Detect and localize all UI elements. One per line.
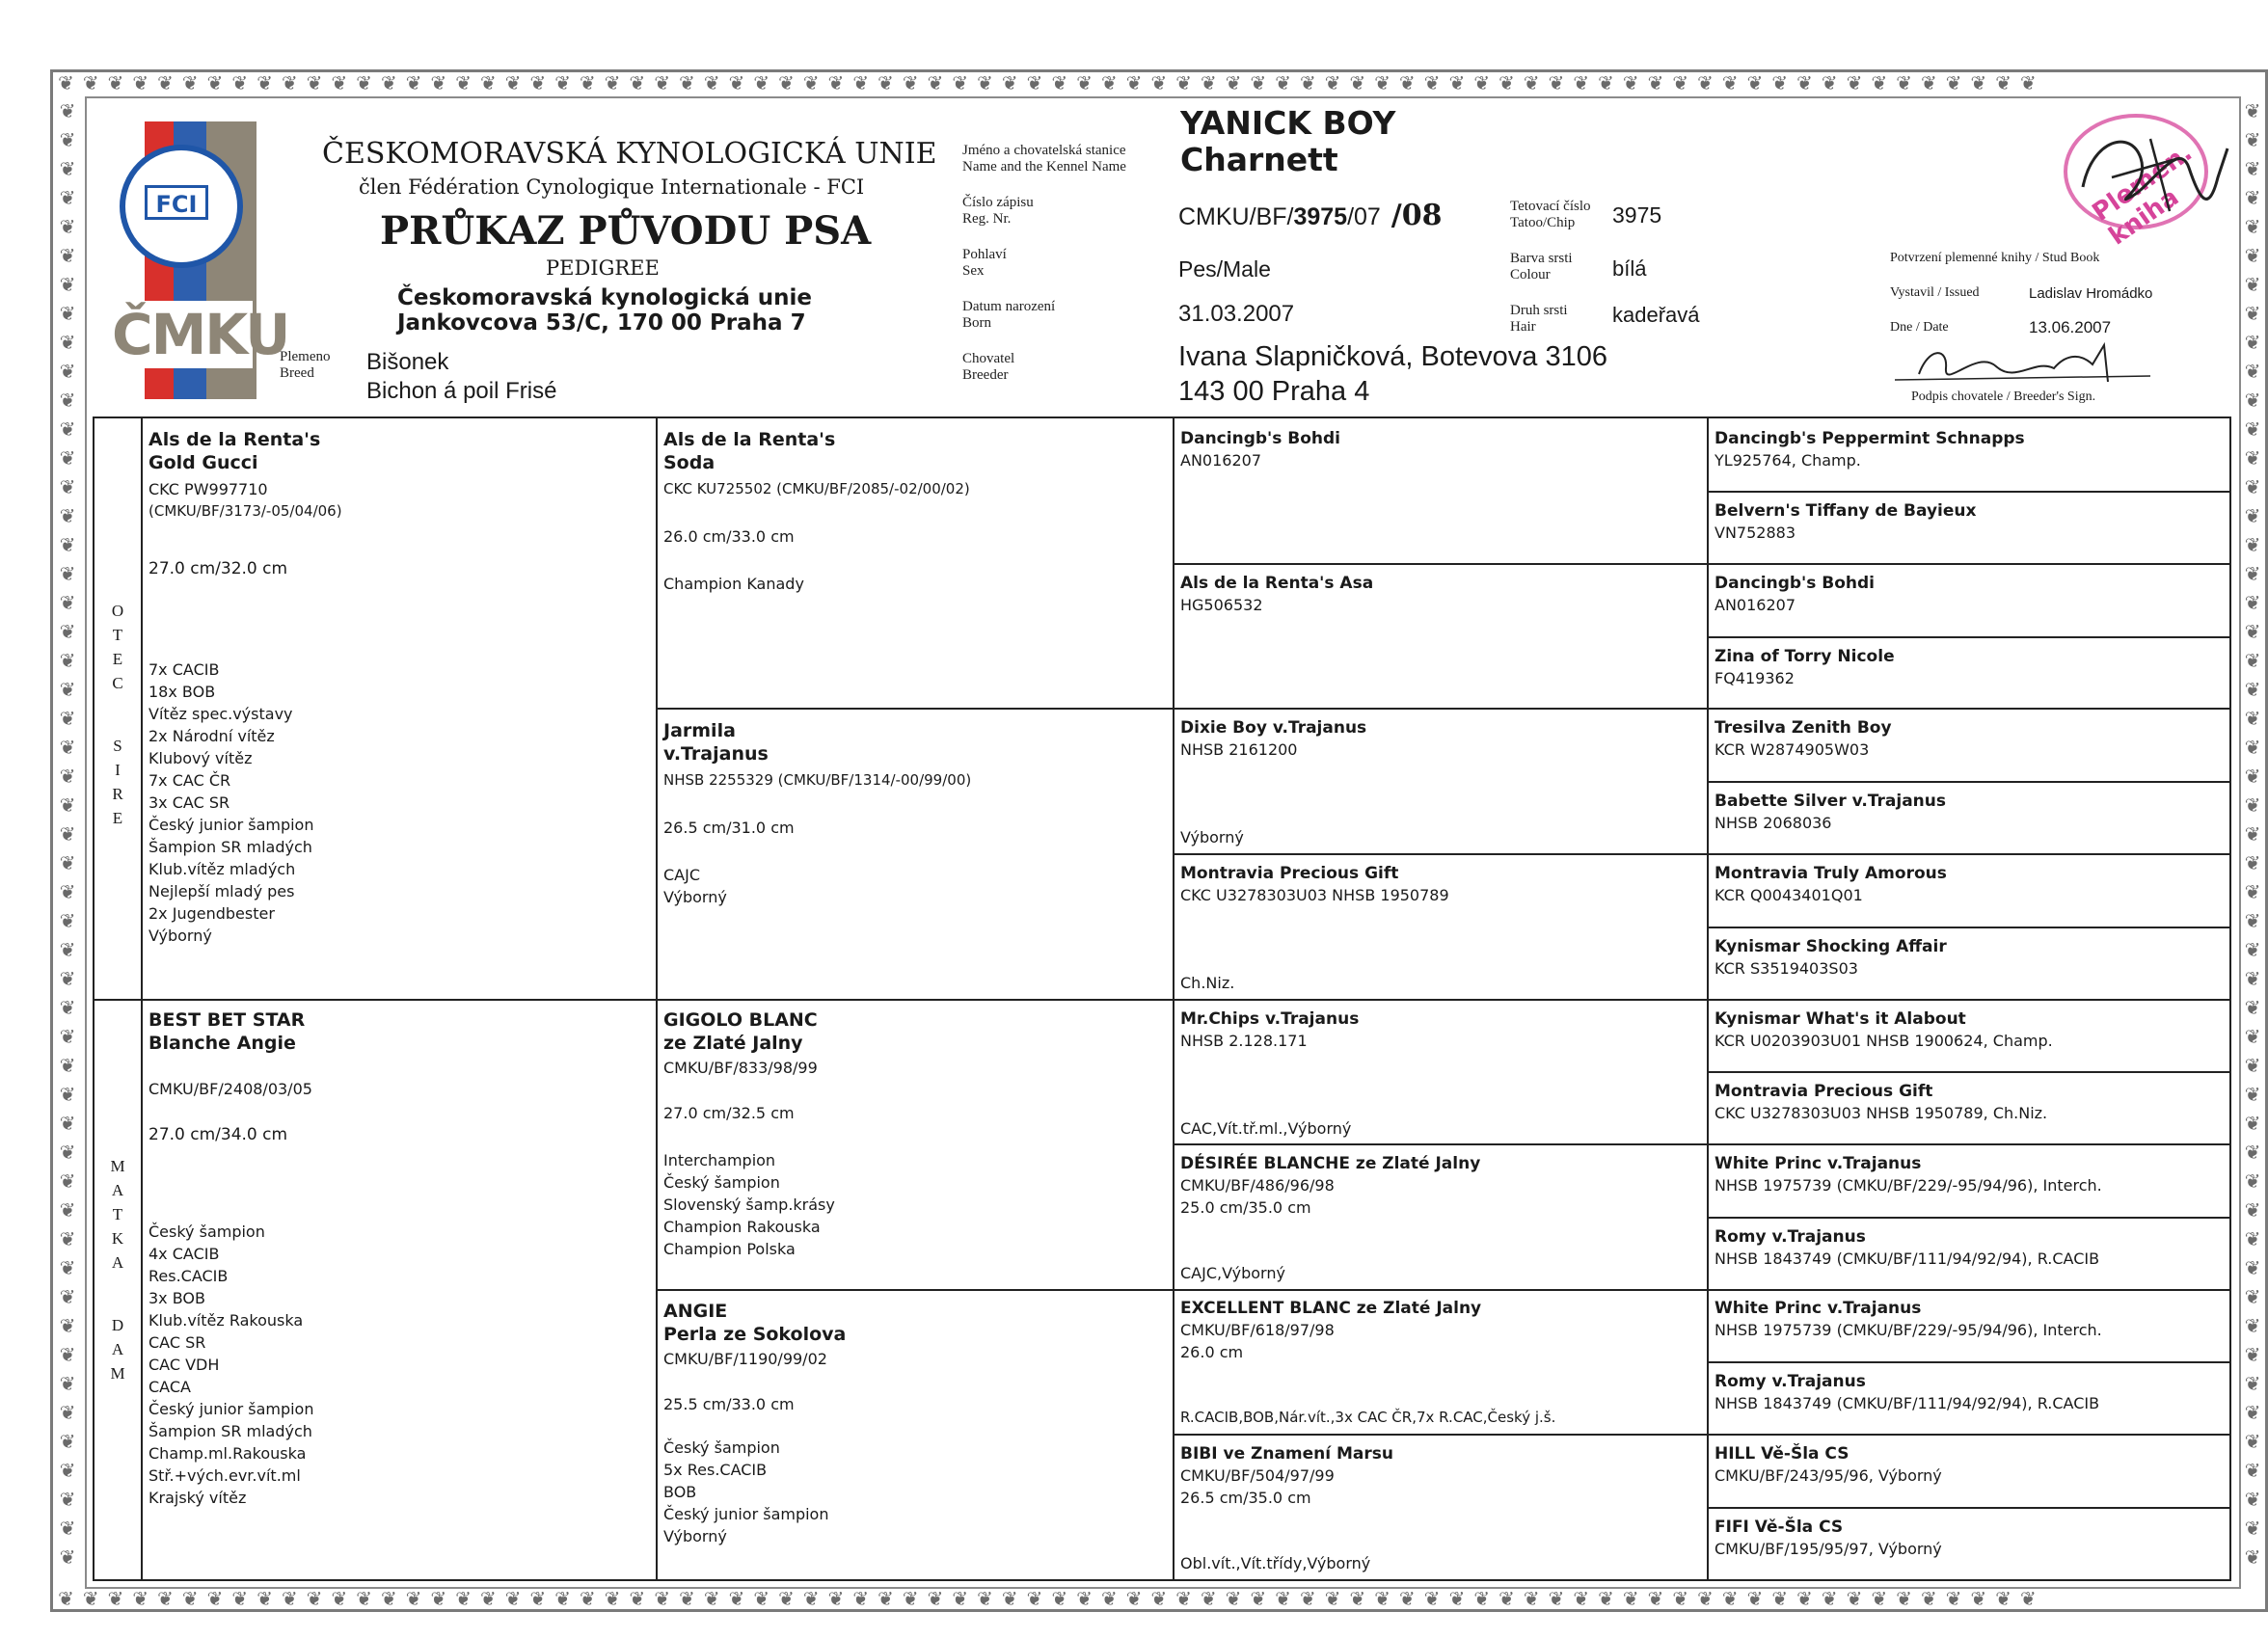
gen2-name-line1: ANGIE xyxy=(663,1301,728,1322)
reg-label: Číslo zápisu Reg. Nr. xyxy=(962,195,1034,227)
gen3-cell xyxy=(1180,863,1701,994)
gen3-cell xyxy=(1180,428,1701,559)
gen3-note: R.CACIB,BOB,Nár.vít.,3x CAC ČR,7x R.CAC,Český j.š. xyxy=(1180,1409,1556,1426)
issuer-line1: Českomoravská kynologická unie xyxy=(397,285,812,310)
gen3-note: Ch.Niz. xyxy=(1180,974,1235,992)
gen2-name-line1: Jarmila xyxy=(663,720,736,741)
org-member: člen Fédération Cynologique Internationale - FCI xyxy=(359,175,865,199)
gen4-reg: FQ419362 xyxy=(1714,669,1795,687)
gen4-cell xyxy=(1714,717,2226,761)
gen2-reg: CKC KU725502 (CMKU/BF/2085/-02/00/02) xyxy=(663,480,970,497)
gen2-titles: Interchampion Český šampion Slovenský šamp.krásy Champion Rakouska Champion Polska xyxy=(663,1151,835,1258)
side-label-sire: O T E C S I R E xyxy=(111,602,124,827)
gen4-name: Belvern's Tiffany de Bayieux xyxy=(1714,501,1977,521)
gen4-name: Montravia Precious Gift xyxy=(1714,1082,1933,1101)
gen2-name-line1: Als de la Renta's xyxy=(663,429,836,450)
leaf-border-top: ❦❦❦❦❦❦❦❦❦❦❦❦❦❦❦❦❦❦❦❦❦❦❦❦❦❦❦❦❦❦❦❦❦❦❦❦❦❦❦❦❦❦❦❦❦❦❦❦❦❦❦❦❦❦❦❦❦❦❦❦❦❦❦❦❦❦❦❦❦❦❦❦❦❦❦❦❦❦❦❦ xyxy=(58,71,2045,94)
fci-logo-text: FCI xyxy=(145,185,208,220)
gen4-cell xyxy=(1714,646,2226,689)
gen4-reg: KCR W2874905W03 xyxy=(1714,740,1870,759)
breed-label: Plemeno Breed xyxy=(280,349,331,381)
gen3-reg: CKC U3278303U03 NHSB 1950789 xyxy=(1180,886,1449,904)
gen4-name: HILL Vě-Šla CS xyxy=(1714,1444,1850,1464)
sire-size: 27.0 cm/32.0 cm xyxy=(148,559,288,578)
gen4-cell xyxy=(1714,1081,2226,1124)
breeder-line1: Ivana Slapničková, Botevova 3106 xyxy=(1178,341,1607,372)
sire-name-line1: Als de la Renta's xyxy=(148,429,321,450)
gen3-name: DÉSIRÉE BLANCHE ze Zlaté Jalny xyxy=(1180,1154,1481,1173)
breeder-signature xyxy=(1890,339,2160,388)
gen3-note: Obl.vít.,Vít.třídy,Výborný xyxy=(1180,1554,1371,1572)
studbook-title: Potvrzení plemenné knihy / Stud Book xyxy=(1890,251,2100,265)
gen3-name: Mr.Chips v.Trajanus xyxy=(1180,1009,1360,1029)
sire-cell xyxy=(148,428,650,947)
dam-size: 27.0 cm/34.0 cm xyxy=(148,1125,288,1144)
gen4-name: Babette Silver v.Trajanus xyxy=(1714,792,1947,811)
gen4-reg: NHSB 1975739 (CMKU/BF/229/-95/94/96), Interch. xyxy=(1714,1176,2102,1195)
gen4-reg: AN016207 xyxy=(1714,596,1796,614)
dog-name-line2: Charnett xyxy=(1180,141,1338,178)
gen4-cell xyxy=(1714,791,2226,834)
gen4-cell xyxy=(1714,573,2226,616)
gen2-size: 26.5 cm/31.0 cm xyxy=(663,819,795,837)
gen3-reg: NHSB 2161200 xyxy=(1180,740,1298,759)
gen4-reg: KCR S3519403S03 xyxy=(1714,959,1858,978)
gen4-name: White Princ v.Trajanus xyxy=(1714,1299,1922,1318)
issuer-signature xyxy=(2073,120,2237,226)
gen3-cell xyxy=(1180,1443,1701,1574)
gen2-name-line2: Perla ze Sokolova xyxy=(663,1324,847,1345)
stamp-text: Plemen. kniha xyxy=(2087,138,2198,252)
gen4-reg: KCR Q0043401Q01 xyxy=(1714,886,1863,904)
cmku-logo-text: ČMKU xyxy=(112,302,289,367)
gen4-cell xyxy=(1714,1008,2226,1052)
sex-label: Pohlaví Sex xyxy=(962,247,1007,279)
gen3-size: 26.0 cm xyxy=(1180,1343,1244,1361)
colour-value: bílá xyxy=(1612,256,1647,281)
gen4-name: FIFI Vě-Šla CS xyxy=(1714,1518,1844,1537)
gen3-note: CAC,Vít.tř.ml.,Výborný xyxy=(1180,1119,1352,1138)
side-label-dam: M A T K A D A M xyxy=(110,1157,125,1383)
gen4-reg: NHSB 2068036 xyxy=(1714,814,1832,832)
gen2-reg: NHSB 2255329 (CMKU/BF/1314/-00/99/00) xyxy=(663,771,972,789)
gen4-reg: CMKU/BF/243/95/96, Výborný xyxy=(1714,1466,1942,1485)
gen4-reg: YL925764, Champ. xyxy=(1714,451,1861,470)
gen3-cell xyxy=(1180,717,1701,848)
leaf-border-bottom: ❦❦❦❦❦❦❦❦❦❦❦❦❦❦❦❦❦❦❦❦❦❦❦❦❦❦❦❦❦❦❦❦❦❦❦❦❦❦❦❦❦❦❦❦❦❦❦❦❦❦❦❦❦❦❦❦❦❦❦❦❦❦❦❦❦❦❦❦❦❦❦❦❦❦❦❦❦❦❦❦ xyxy=(58,1587,2045,1610)
dam-name-line1: BEST BET STAR xyxy=(148,1009,306,1031)
chip-value: 3975 xyxy=(1612,202,1662,228)
gen3-note: Výborný xyxy=(1180,828,1244,846)
dog-name-line1: YANICK BOY xyxy=(1180,104,1396,142)
gen3-cell xyxy=(1180,573,1701,704)
colour-label: Barva srsti Colour xyxy=(1510,251,1573,282)
gen4-reg: NHSB 1843749 (CMKU/BF/111/94/92/94), R.CACIB xyxy=(1714,1394,2100,1412)
born-label: Datum narození Born xyxy=(962,299,1056,331)
sire-titles: 7x CACIB 18x BOB Vítěz spec.výstavy 2x Národní vítěz Klubový vítěz 7x CAC ČR 3x CAC SR Český junior šampion Šampion SR mladých Klub.vítěz mladých Nejlepší mladý pes 2x Jugendbester Výborný xyxy=(148,660,314,945)
dam-reg: CMKU/BF/2408/03/05 xyxy=(148,1080,312,1098)
gen3-name: Dixie Boy v.Trajanus xyxy=(1180,718,1367,738)
gen3-reg: AN016207 xyxy=(1180,451,1261,470)
gen4-cell xyxy=(1714,936,2226,980)
gen4-name: Tresilva Zenith Boy xyxy=(1714,718,1892,738)
gen4-cell xyxy=(1714,500,2226,544)
gen4-reg: NHSB 1843749 (CMKU/BF/111/94/92/94), R.CACIB xyxy=(1714,1249,2100,1268)
chip-label: Tetovací číslo Tatoo/Chip xyxy=(1510,199,1591,230)
gen2-titles: CAJC Výborný xyxy=(663,866,727,906)
gen3-name: EXCELLENT BLANC ze Zlaté Jalny xyxy=(1180,1299,1482,1318)
gen3-reg: HG506532 xyxy=(1180,596,1263,614)
issued-by: Ladislav Hromádko xyxy=(2029,285,2153,302)
gen4-cell xyxy=(1714,1371,2226,1414)
gen2-size: 26.0 cm/33.0 cm xyxy=(663,527,795,546)
date-label: Dne / Date xyxy=(1890,320,1949,335)
gen2-cell xyxy=(663,1300,1165,1547)
leaf-border-right: ❦ ❦ ❦ ❦ ❦ ❦ ❦ ❦ ❦ ❦ ❦ ❦ ❦ ❦ ❦ ❦ ❦ ❦ ❦ ❦ ❦ ❦ ❦ ❦ ❦ ❦ ❦ ❦ ❦ ❦ ❦ ❦ ❦ ❦ ❦ ❦ ❦ ❦ ❦ ❦ ❦ ❦ ❦ ❦ ❦ ❦ ❦ ❦ ❦ ❦ ❦ xyxy=(2244,99,2261,1569)
gen4-reg: NHSB 1975739 (CMKU/BF/229/-95/94/96), Interch. xyxy=(1714,1321,2102,1339)
leaf-border-left: ❦ ❦ ❦ ❦ ❦ ❦ ❦ ❦ ❦ ❦ ❦ ❦ ❦ ❦ ❦ ❦ ❦ ❦ ❦ ❦ ❦ ❦ ❦ ❦ ❦ ❦ ❦ ❦ ❦ ❦ ❦ ❦ ❦ ❦ ❦ ❦ ❦ ❦ ❦ ❦ ❦ ❦ ❦ ❦ ❦ ❦ ❦ ❦ ❦ ❦ ❦ xyxy=(59,99,76,1569)
gen4-name: Zina of Torry Nicole xyxy=(1714,647,1895,666)
gen4-name: Kynismar Shocking Affair xyxy=(1714,937,1947,956)
gen3-reg: NHSB 2.128.171 xyxy=(1180,1032,1308,1050)
sire-reg1: CKC PW997710 xyxy=(148,480,268,498)
cmku-fci-logo xyxy=(108,121,289,399)
gen4-cell xyxy=(1714,428,2226,471)
issue-date: 13.06.2007 xyxy=(2029,318,2112,336)
sex-value: Pes/Male xyxy=(1178,256,1271,282)
gen3-cell xyxy=(1180,1153,1701,1284)
issued-label: Vystavil / Issued xyxy=(1890,285,1980,300)
reg-year: /08 xyxy=(1390,199,1443,232)
gen4-name: Romy v.Trajanus xyxy=(1714,1372,1866,1391)
dam-cell xyxy=(148,1008,650,1509)
gen3-reg: CMKU/BF/486/96/98 xyxy=(1180,1176,1335,1195)
gen3-reg: CMKU/BF/504/97/99 xyxy=(1180,1466,1335,1485)
gen2-cell xyxy=(663,719,1165,908)
gen4-name: White Princ v.Trajanus xyxy=(1714,1154,1922,1173)
sire-reg2: (CMKU/BF/3173/-05/04/06) xyxy=(148,502,342,520)
hair-label: Druh srsti Hair xyxy=(1510,303,1568,335)
gen2-size: 25.5 cm/33.0 cm xyxy=(663,1395,795,1413)
breeder-line2: 143 00 Praha 4 xyxy=(1178,376,1370,407)
gen2-titles: Český šampion 5x Res.CACIB BOB Český junior šampion Výborný xyxy=(663,1438,829,1545)
gen3-name: Montravia Precious Gift xyxy=(1180,864,1399,883)
gen3-name: BIBI ve Znamení Marsu xyxy=(1180,1444,1393,1464)
hair-value: kadeřavá xyxy=(1612,303,1700,327)
gen4-cell xyxy=(1714,1226,2226,1270)
name-label: Jméno a chovatelská stanice Name and the Kennel Name xyxy=(962,143,1126,175)
gen3-cell xyxy=(1180,1008,1701,1140)
gen4-name: Dancingb's Bohdi xyxy=(1714,574,1876,593)
gen3-size: 25.0 cm/35.0 cm xyxy=(1180,1198,1311,1217)
gen4-cell xyxy=(1714,1517,2226,1560)
gen4-name: Dancingb's Peppermint Schnapps xyxy=(1714,429,2025,448)
gen4-name: Romy v.Trajanus xyxy=(1714,1227,1866,1247)
org-name: ČESKOMORAVSKÁ KYNOLOGICKÁ UNIE xyxy=(322,137,937,171)
gen4-reg: KCR U0203903U01 NHSB 1900624, Champ. xyxy=(1714,1032,2053,1050)
gen3-name: Dancingb's Bohdi xyxy=(1180,429,1341,448)
gen2-cell xyxy=(663,1008,1165,1260)
gen2-reg: CMKU/BF/1190/99/02 xyxy=(663,1350,827,1368)
reg-number: CMKU/BF/3975/07 /08 xyxy=(1178,199,1443,232)
gen2-size: 27.0 cm/32.5 cm xyxy=(663,1104,795,1122)
dam-name-line2: Blanche Angie xyxy=(148,1033,296,1054)
gen4-cell xyxy=(1714,1298,2226,1341)
breeder-label: Chovatel Breeder xyxy=(962,351,1015,383)
gen2-name-line2: ze Zlaté Jalny xyxy=(663,1033,803,1054)
gen3-size: 26.5 cm/35.0 cm xyxy=(1180,1489,1311,1507)
gen2-cell xyxy=(663,428,1165,595)
gen4-cell xyxy=(1714,1443,2226,1487)
gen2-name-line2: Soda xyxy=(663,452,716,473)
sire-name-line2: Gold Gucci xyxy=(148,452,258,473)
gen3-reg: CMKU/BF/618/97/98 xyxy=(1180,1321,1335,1339)
doc-subtitle: PEDIGREE xyxy=(546,256,660,280)
breed-en: Bichon á poil Frisé xyxy=(366,378,557,404)
gen2-name-line2: v.Trajanus xyxy=(663,743,769,765)
dam-titles: Český šampion 4x CACIB Res.CACIB 3x BOB Klub.vítěz Rakouska CAC SR CAC VDH CACA Český junior šampion Šampion SR mladých Champ.ml.Rakouska Stř.+vých.evr.vít.ml Krajský vítěz xyxy=(148,1223,314,1507)
gen2-reg: CMKU/BF/833/98/99 xyxy=(663,1059,818,1077)
gen4-name: Kynismar What's it Alabout xyxy=(1714,1009,1966,1029)
issuer-line2: Jankovcova 53/C, 170 00 Praha 7 xyxy=(397,310,806,336)
sign-label: Podpis chovatele / Breeder's Sign. xyxy=(1911,390,2096,404)
gen4-reg: VN752883 xyxy=(1714,524,1796,542)
gen2-name-line1: GIGOLO BLANC xyxy=(663,1009,818,1031)
gen2-title: Champion Kanady xyxy=(663,575,804,593)
gen3-cell xyxy=(1180,1298,1701,1429)
gen3-note: CAJC,Výborný xyxy=(1180,1264,1285,1282)
gen3-name: Als de la Renta's Asa xyxy=(1180,574,1374,593)
born-value: 31.03.2007 xyxy=(1178,301,1295,327)
doc-title: PRŮKAZ PŮVODU PSA xyxy=(380,208,872,254)
gen4-reg: CKC U3278303U03 NHSB 1950789, Ch.Niz. xyxy=(1714,1104,2048,1122)
gen4-reg: CMKU/BF/195/95/97, Výborný xyxy=(1714,1540,1942,1558)
gen4-cell xyxy=(1714,863,2226,906)
pedigree-table xyxy=(93,416,2231,1581)
breed-cz: Bišonek xyxy=(366,349,449,375)
gen4-cell xyxy=(1714,1153,2226,1196)
gen4-name: Montravia Truly Amorous xyxy=(1714,864,1947,883)
